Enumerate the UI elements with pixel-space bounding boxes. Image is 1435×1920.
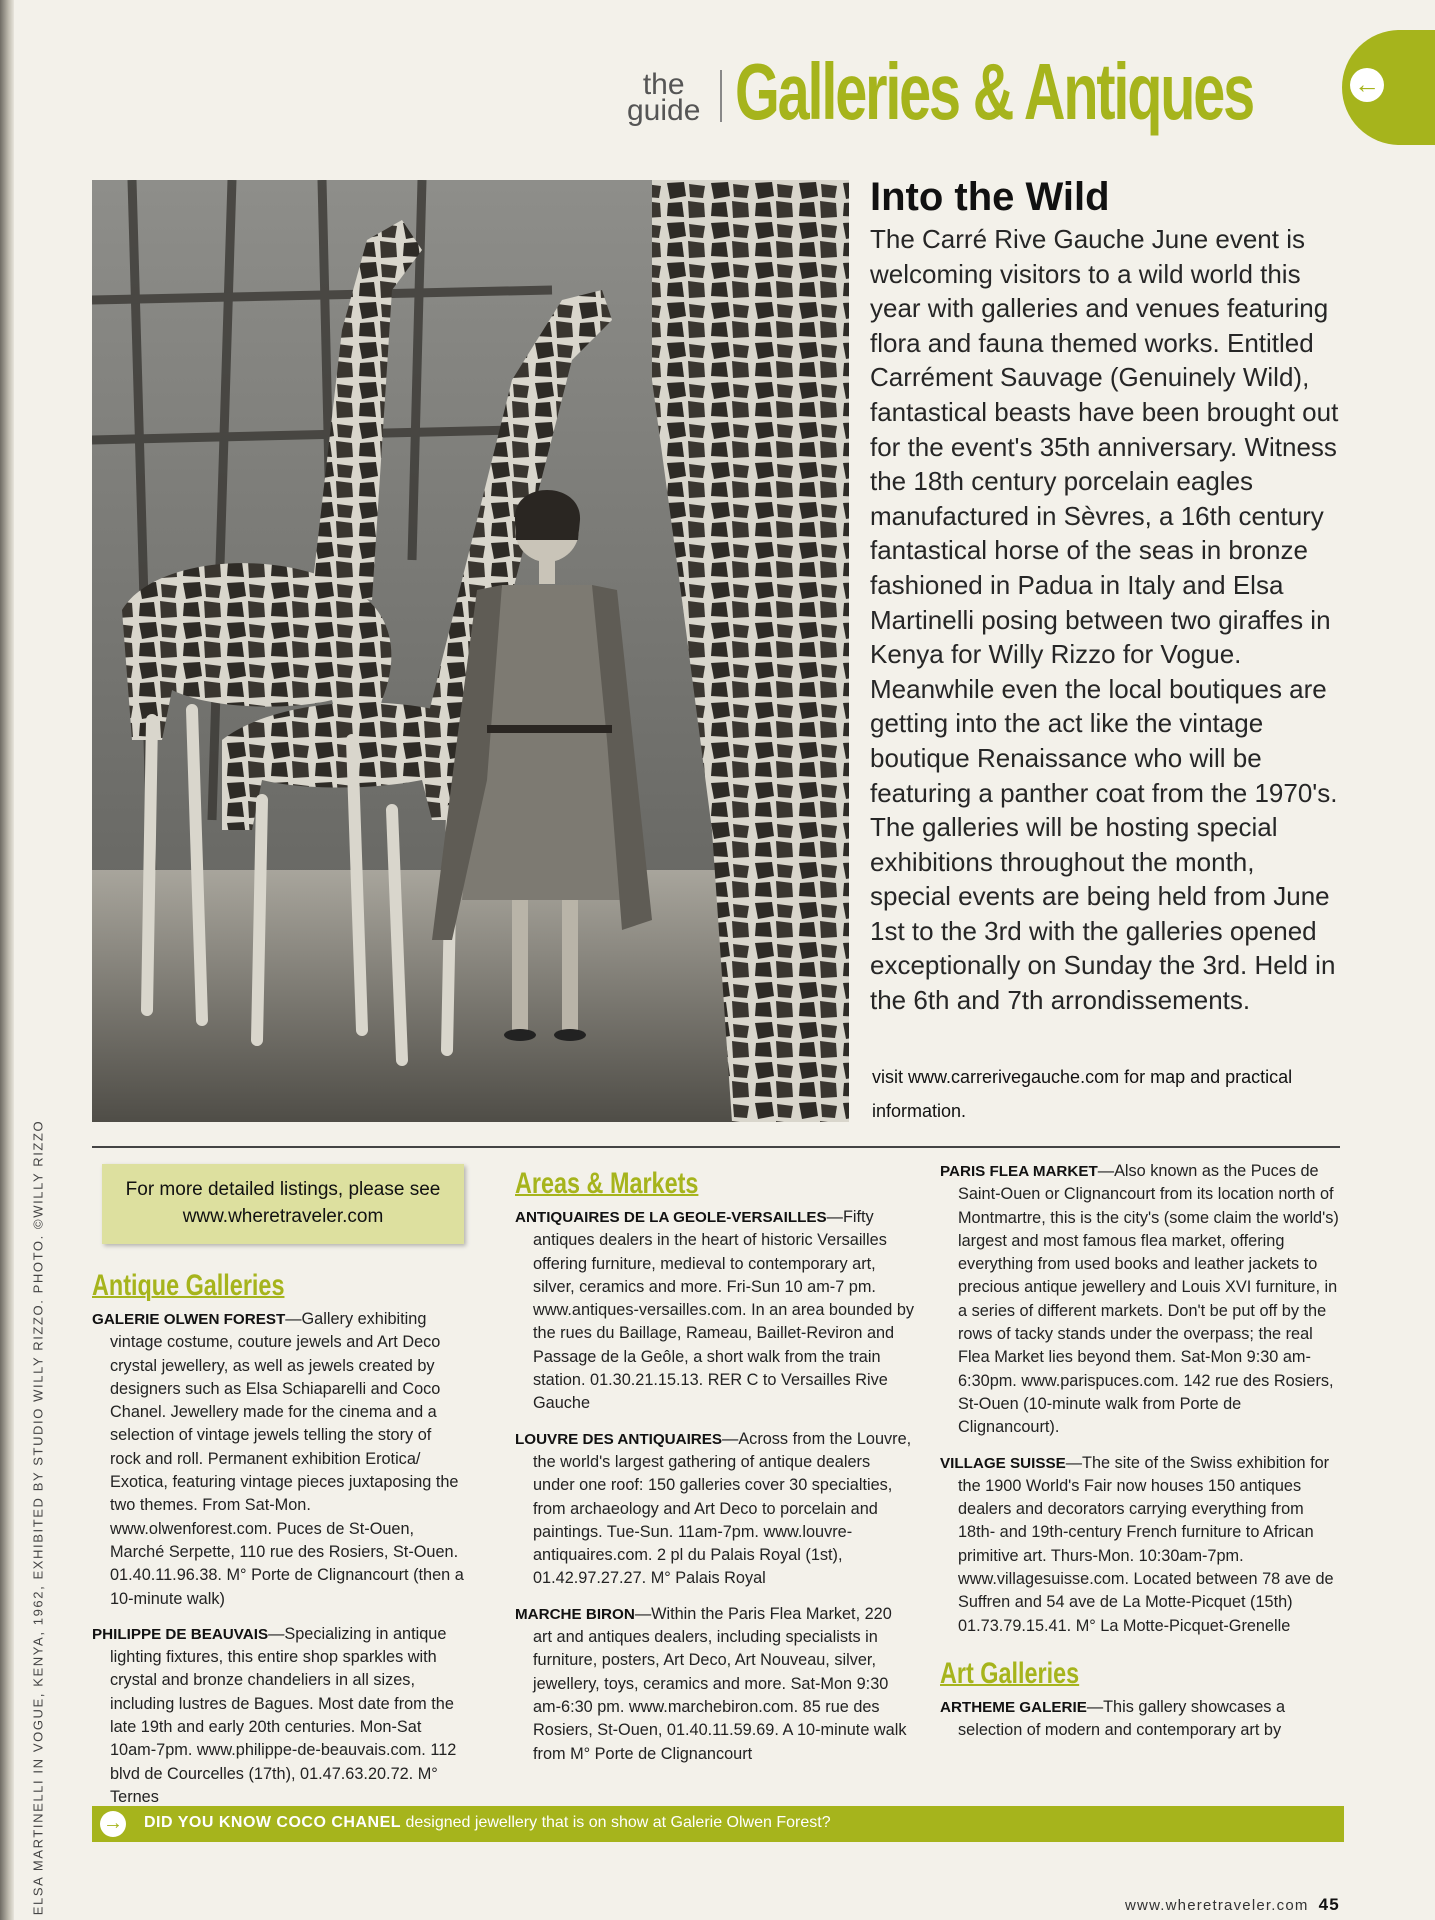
more-listings-box: For more detailed listings, please see www.wheretraveler.com [102, 1164, 464, 1244]
listing-antiquaires-geole: ANTIQUAIRES DE LA GEOLE-VERSAILLES—Fifty antiques dealers in the heart of historic Versailles offering furniture, medieval to contemporary art, silver, ceramics and more. Fri-Sun 10 am-7 pm. www.antiques-versailles.com. In an area bounded by the rues du Baillage, Rameau, Baillet-Reviron and Passage de la Geôle, a short walk from the train station. 01.30.21.15.13. RER C to Versailles Rive Gauche [515, 1208, 915, 1413]
footer-url: www.wheretraveler.com [1125, 1897, 1309, 1914]
heading-antique-galleries: Antique Galleries [92, 1269, 285, 1302]
column-areas-markets [515, 1164, 915, 1778]
page-spine-edge [0, 0, 14, 1920]
back-arrow-icon[interactable]: ← [1350, 68, 1384, 102]
listing-louvre-des-antiquaires: LOUVRE DES ANTIQUAIRES—Across from the Louvre, the world's largest gathering of antique dealers under one roof: 150 galleries cover 30 specialties, from archaeology and Art Deco to porcelain and paintings. Tue-Sun. 11am-7pm. www.louvre-antiquaires.com. 2 pl du Palais Royal (1st), 01.42.97.27.27. M° Palais Royal [515, 1429, 912, 1588]
column-flea-market-art [940, 1160, 1340, 1755]
listing-philippe-de-beauvais: PHILIPPE DE BEAUVAIS—Specializing in antique lighting fixtures, this entire shop sparkles with crystal and bronze chandeliers in all sizes, including lustres de Bagues. Most date from the late 19th and early 20th centuries. Mon-Sat 10am-7pm. www.philippe-de-beauvais.com. 112 blvd de Courcelles (17th), 01.47.63.20.72. M° Ternes [92, 1624, 457, 1806]
heading-art-galleries: Art Galleries [940, 1656, 1080, 1690]
feature-body: The Carré Rive Gauche June event is welcoming visitors to a wild world this year with galleries and venues featuring flora and fauna themed works. Entitled Carrément Sauvage (Genuinely Wild), fantastical beasts have been brought out for the event's 35th anniversary. Witness the 18th century porcelain eagles manufactured in Sèvres, a 16th century fantastical horse of the seas in bronze fashioned in Padua in Italy and Elsa Martinelli posing between two giraffes in Kenya for Willy Rizzo for Vogue. Meanwhile even the local boutiques are getting into the act like the vintage boutique Renaissance who will be featuring a panther coat from the 1970's. The galleries will be hosting special exhibitions throughout the month, special events are being held from June 1st to the 3rd with the galleries opened exceptionally on Sunday the 3rd. Held in the 6th and 7th arrondissements. [870, 224, 1339, 1016]
page-footer [1125, 1895, 1340, 1915]
listing-galerie-olwen-forest: GALERIE OLWEN FOREST—Gallery exhibiting vintage costume, couture jewels and Art Deco crystal jewellery, as well as jewels created by designers such as Elsa Schiaparelli and Coco Chanel. Jewellery made for the cinema and a selection of vintage jewels telling the story of rock and roll. Permanent exhibition Erotica/ Exotica, featuring vintage pieces juxtaposing the two themes. From Sat-Mon. www.olwenforest.com. Puces de St-Ouen, Marché Serpette, 110 rue des Rosiers, St-Ouen. 01.40.11.96.38. M° Porte de Clignancourt (then a 10-minute walk) [92, 1310, 464, 1608]
listing-artheme-galerie: ARTHEME GALERIE—This gallery showcases a selection of modern and contemporary art by [940, 1697, 1285, 1740]
feature-photo [92, 180, 849, 1122]
heading-areas-markets: Areas & Markets [515, 1167, 699, 1200]
listing-marche-biron: MARCHE BIRON—Within the Paris Flea Market, 220 art and antiques dealers, including specialists in furniture, posters, Art Deco, Art Nouveau, silver, jewellery, toys, ceramics and more. Sat-Mon 9:30 am-6:30 pm. www.marchebiron.com. 85 rue des Rosiers, St-Ouen, 01.40.11.59.69. A 10-minute walk from M° Porte de Clignancourt [515, 1604, 907, 1763]
section-divider [92, 1146, 1340, 1148]
feature-visit-link: visit www.carrerivegauche.com for map and practical information. [872, 1067, 1293, 1121]
did-you-know-text: DID YOU KNOW COCO CHANEL designed jewellery that is on show at Galerie Olwen Forest? [144, 1814, 831, 1831]
section-title: Galleries & Antiques [735, 47, 1254, 136]
header-divider [720, 70, 722, 122]
feature-title: Into the Wild [870, 175, 1110, 219]
listing-village-suisse: VILLAGE SUISSE—The site of the Swiss exhibition for the 1900 World's Fair now houses 150 antiques dealers and decorators carrying everything from 18th- and 19th-century French furniture to African primitive art. Thurs-Mon. 10:30am-7pm. www.villagesuisse.com. Located between 78 ave de Suffren and 54 ave de La Motte-Picquet (15th) 01.73.79.15.41. M° La Motte-Picquet-Grenelle [940, 1453, 1334, 1635]
listing-paris-flea-market: PARIS FLEA MARKET—Also known as the Puces de Saint-Ouen or Clignancourt from its location north of Montmartre, this is the city's (some claim the world's) largest and most famous flea market, offering everything from used books and leather jackets to precious antique jewellery and Louis XVI furniture, in a series of different markets. Don't be put off by the rows of tacky stands under the overpass; the real Flea Market lies beyond them. Sat-Mon 9:30 am-6:30pm. www.parispuces.com. 142 rue des Rosiers, St-Ouen (10-minute walk from Porte de Clignancourt). [940, 1162, 1339, 1437]
column-antique-galleries [92, 1164, 464, 1821]
arrow-right-circle-icon: → [100, 1811, 126, 1837]
giraffe-photo-illustration [92, 180, 849, 1122]
did-you-know-bar [92, 1806, 1344, 1842]
the-guide-label: the guide [627, 68, 701, 127]
photo-credit: ELSA MARTINELLI IN VOGUE, KENYA, 1962, EXHIBITED BY STUDIO WILLY RIZZO. PHOTO. ©WILLY RIZZO [30, 1119, 46, 1916]
page-number: 45 [1318, 1895, 1340, 1914]
